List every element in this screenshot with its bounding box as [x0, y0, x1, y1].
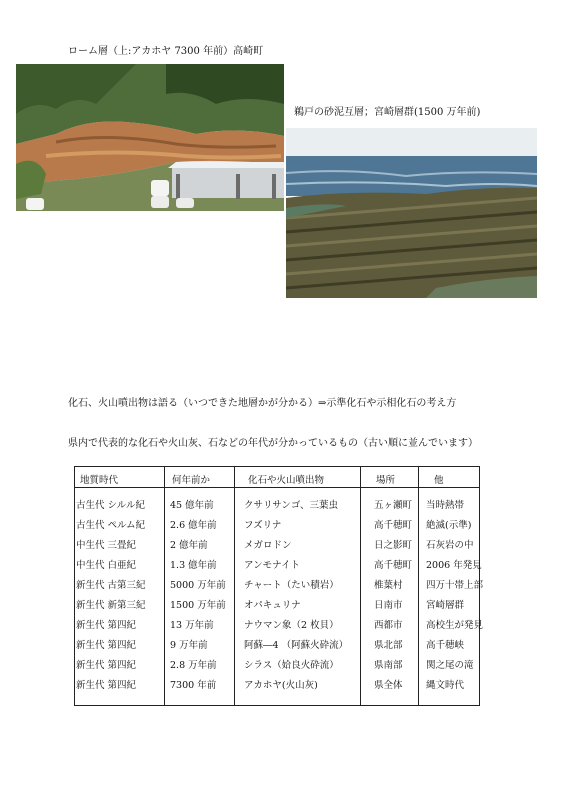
row-era: 中生代 三畳紀: [76, 540, 137, 551]
row-place: 日南市: [374, 600, 403, 611]
row-years-ago: 1500 万年前: [170, 600, 226, 611]
intro-paragraph: 化石、火山噴出物は語る（いつできた地層かが分かる）⇒示準化石や示相化石の考え方: [68, 398, 457, 409]
row-years-ago: 5000 万年前: [170, 580, 226, 591]
fossil-age-table: [74, 466, 484, 706]
row-place: 五ヶ瀬町: [374, 500, 413, 511]
row-years-ago: 7300 年前: [170, 680, 217, 691]
table-divider: [360, 467, 361, 705]
row-era: 新生代 第四紀: [76, 660, 137, 671]
row-years-ago: 13 万年前: [170, 620, 214, 631]
row-fossil: チャート（たい積岩）: [244, 580, 339, 591]
row-place: 椎葉村: [374, 580, 403, 591]
row-years-ago: 45 億年前: [170, 500, 214, 511]
header-divider: [74, 487, 480, 488]
row-other: 高千穂峡: [426, 640, 465, 651]
row-other: 関之尾の滝: [426, 660, 474, 671]
photo2-caption: 鵜戸の砂泥互層；宮崎層群(1500 万年前): [294, 107, 481, 118]
row-fossil: アカホヤ(火山灰): [244, 680, 318, 691]
table-border-left: [74, 467, 75, 705]
row-era: 中生代 白亜紀: [76, 560, 137, 571]
row-fossil: オパキュリナ: [244, 600, 301, 611]
row-era: 新生代 第四紀: [76, 620, 137, 631]
table-divider: [234, 467, 235, 705]
row-other: 2006 年発見: [426, 560, 482, 571]
table-divider: [164, 467, 165, 705]
row-era: 新生代 古第三紀: [76, 580, 146, 591]
header-fossil: 化石や火山噴出物: [248, 475, 325, 486]
row-fossil: アンモナイト: [244, 560, 300, 571]
row-other: 絶滅(示準): [426, 520, 472, 531]
header-other: 他: [434, 475, 444, 486]
row-years-ago: 2.8 万年前: [170, 660, 217, 671]
row-fossil: フズリナ: [244, 520, 282, 531]
row-era: 古生代 シルル紀: [76, 500, 146, 511]
row-era: 古生代 ペルム紀: [76, 520, 146, 531]
header-place: 場所: [376, 475, 396, 486]
row-years-ago: 2 億年前: [170, 540, 208, 551]
row-place: 西都市: [374, 620, 403, 631]
row-place: 県南部: [374, 660, 403, 671]
row-other: 宮崎層群: [426, 600, 465, 611]
row-place: 県全体: [374, 680, 403, 691]
udo-rock-layers-photo: [286, 128, 537, 298]
header-years-ago: 何年前か: [172, 475, 211, 486]
row-fossil: メガロドン: [244, 540, 292, 551]
row-other: 縄文時代: [426, 680, 465, 691]
row-place: 日之影町: [374, 540, 413, 551]
photo1-caption: ローム層（上:アカホヤ 7300 年前）高崎町: [68, 46, 264, 57]
header-era: 地質時代: [80, 475, 119, 486]
row-other: 四万十帯上部: [426, 580, 484, 591]
row-years-ago: 9 万年前: [170, 640, 208, 651]
table-intro-paragraph: 県内で代表的な化石や火山灰、石などの年代が分かっているもの（古い順に並んでいます）: [68, 438, 478, 449]
row-era: 新生代 第四紀: [76, 680, 137, 691]
row-fossil: クサリサンゴ、三葉虫: [244, 500, 338, 511]
row-fossil: 阿蘇―4 （阿蘇火砕流）: [244, 640, 349, 651]
row-years-ago: 2.6 億年前: [170, 520, 217, 531]
row-era: 新生代 第四紀: [76, 640, 137, 651]
loam-layer-photo: [16, 64, 284, 211]
row-place: 県北部: [374, 640, 403, 651]
row-other: 高校生が発見: [426, 620, 484, 631]
row-other: 石灰岩の中: [426, 540, 474, 551]
table-divider: [418, 467, 419, 705]
row-fossil: ナウマン象（2 枚貝）: [244, 620, 339, 631]
row-years-ago: 1.3 億年前: [170, 560, 217, 571]
row-other: 当時熱帯: [426, 500, 465, 511]
row-era: 新生代 新第三紀: [76, 600, 146, 611]
row-place: 高千穂町: [374, 520, 413, 531]
row-fossil: シラス（姶良火砕流）: [244, 660, 339, 671]
row-place: 高千穂町: [374, 560, 413, 571]
